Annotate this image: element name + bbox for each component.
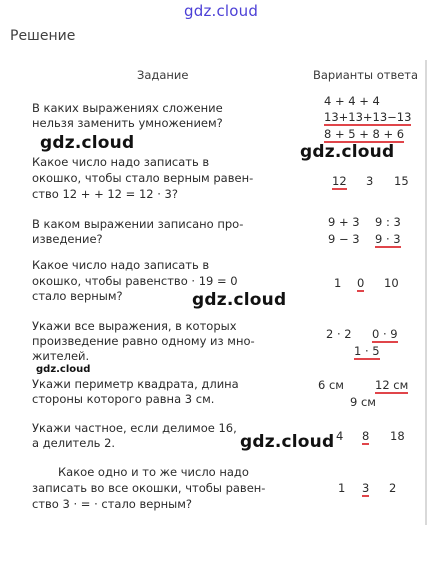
q7-answer-1: 4 <box>336 429 344 443</box>
q6-line2: стороны которого равна 3 см. <box>32 392 215 406</box>
q7-answer-3: 18 <box>390 429 405 443</box>
section-heading: Решение <box>10 28 76 44</box>
q2-line1: Какое число надо записать в <box>32 155 210 169</box>
q8-line2: записать во все окошки, чтобы равен- <box>32 481 266 495</box>
q1-answer-3: 8 + 5 + 8 + 6 <box>324 127 405 141</box>
watermark-3: gdz.cloud <box>192 290 287 310</box>
q1-answer-1: 4 + 4 + 4 <box>324 94 380 108</box>
q5-answer-2: 0 · 9 <box>372 327 398 341</box>
q4-answer-3: 10 <box>384 276 399 290</box>
q6-answer-2: 12 см <box>375 378 409 392</box>
q5-line2: произведение равно одному из мно- <box>32 334 255 348</box>
q5-answer-3: 1 · 5 <box>354 344 380 358</box>
watermark-5: gdz.cloud <box>240 432 335 452</box>
q2-line3: ство 12 + + 12 = 12 · 3? <box>32 187 178 201</box>
q6-line1: Укажи периметр квадрата, длина <box>32 377 239 391</box>
q4-answer-2: 0 <box>357 276 365 290</box>
q3-answer-1a: 9 + 3 <box>328 215 360 229</box>
q3-line2: изведение? <box>32 232 103 246</box>
q4-line3: стало верным? <box>32 289 123 303</box>
q6-answer-1: 6 см <box>318 378 344 392</box>
q4-answer-1: 1 <box>334 276 342 290</box>
q2-line2: окошко, чтобы стало верным равен- <box>32 171 254 185</box>
q4-line1: Какое число надо записать в <box>32 258 210 272</box>
q7-line1: Укажи частное, если делимое 16, <box>32 421 237 435</box>
q3-answer-2b: 9 · 3 <box>375 232 401 246</box>
q5-answer-1: 2 · 2 <box>326 327 352 341</box>
q3-answer-2a: 9 − 3 <box>328 232 360 246</box>
q1-line2: нельзя заменить умножением? <box>32 116 223 130</box>
q4-line2: окошко, чтобы равенство · 19 = 0 <box>32 274 238 288</box>
q8-answer-2: 3 <box>362 481 370 495</box>
q6-answer-3: 9 см <box>350 395 376 409</box>
q3-answer-1b: 9 : 3 <box>375 215 401 229</box>
q8-line3: ство 3 · = · стало верным? <box>32 497 193 511</box>
watermark-2: gdz.cloud <box>300 142 395 162</box>
q3-line1: В каком выражении записано про- <box>32 217 244 231</box>
scan-edge-line <box>425 60 427 525</box>
q8-answer-1: 1 <box>338 481 346 495</box>
q8-answer-3: 2 <box>389 481 397 495</box>
q2-answer-3: 15 <box>394 174 409 188</box>
watermark-1: gdz.cloud <box>40 133 135 153</box>
q1-answer-2: 13+13+13−13 <box>324 110 412 124</box>
q2-answer-1: 12 <box>332 174 347 188</box>
q7-answer-2: 8 <box>362 429 370 443</box>
q7-line2: а делитель 2. <box>32 436 116 450</box>
column-header-answers: Варианты ответа <box>313 68 419 82</box>
column-header-task: Задание <box>137 68 189 82</box>
q8-line1: Какое одно и то же число надо <box>58 465 249 479</box>
site-watermark-top: gdz.cloud <box>184 2 259 20</box>
q1-line1: В каких выражениях сложение <box>32 101 223 115</box>
q2-answer-2: 3 <box>366 174 374 188</box>
q5-line1: Укажи все выражения, в которых <box>32 319 237 333</box>
q5-line3: жителей. <box>32 349 90 363</box>
watermark-4: gdz.cloud <box>36 364 91 375</box>
